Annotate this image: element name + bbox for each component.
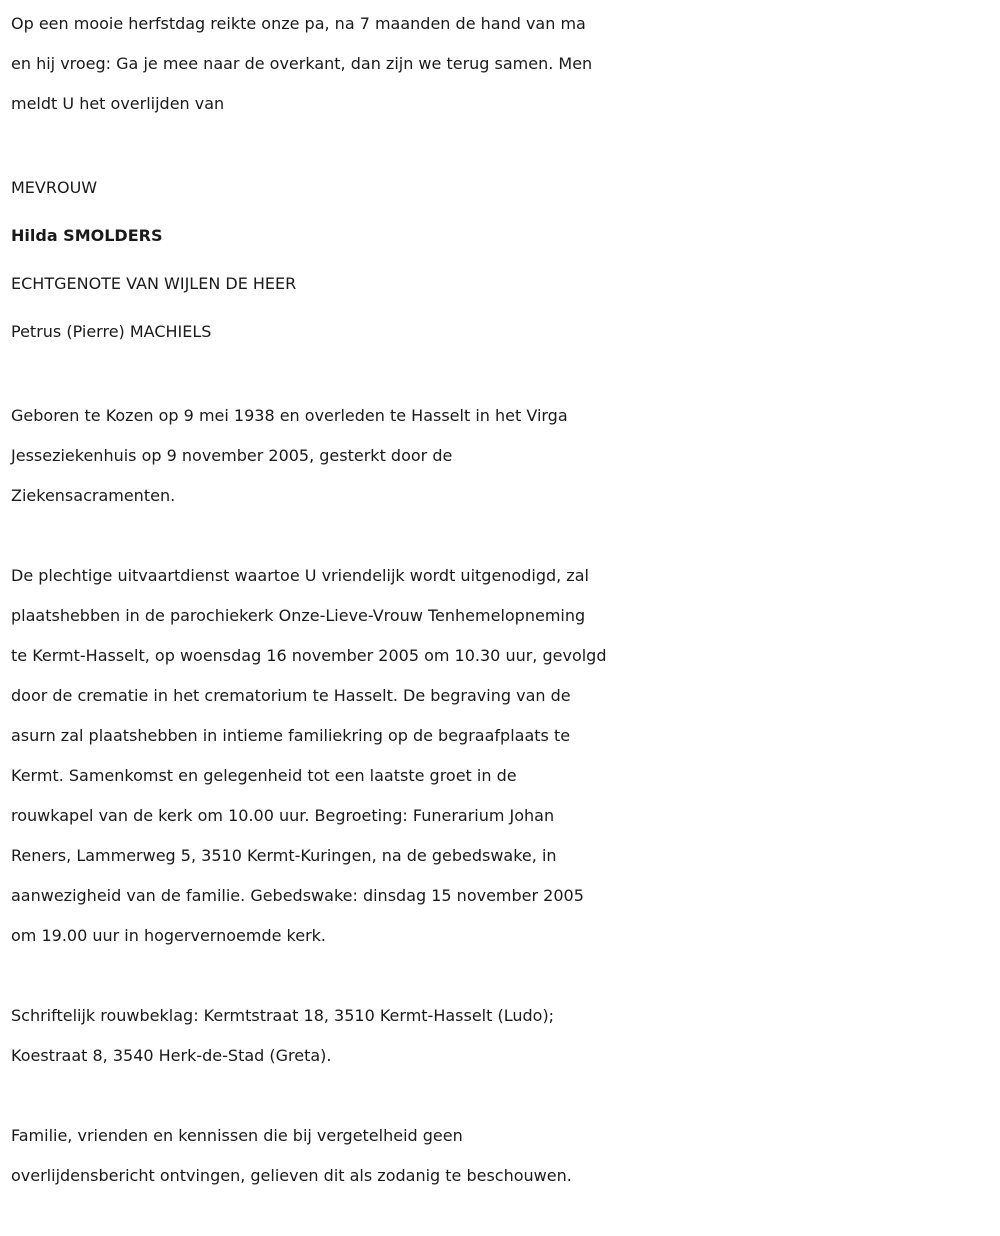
service-line: plaatshebben in de parochiekerk Onze-Lieve-Vrouw Tenhemelopneming <box>11 606 586 625</box>
intro-line: en hij vroeg: Ga je mee naar de overkant, dan zijn we terug samen. Men <box>11 54 593 73</box>
closing-paragraph <box>11 1116 995 1196</box>
condolences-line: Schriftelijk rouwbeklag: Kermtstraat 18, 3510 Kermt-Hasselt (Ludo); <box>11 1006 555 1025</box>
service-line: De plechtige uitvaartdienst waartoe U vriendelijk wordt uitgenodigd, zal <box>11 566 589 585</box>
closing-line: overlijdensbericht ontvingen, gelieven dit als zodanig te beschouwen. <box>11 1166 572 1185</box>
service-paragraph <box>11 556 995 956</box>
deceased-relation: ECHTGENOTE VAN WIJLEN DE HEER <box>11 274 297 293</box>
birth-death-line: Geboren te Kozen op 9 mei 1938 en overleden te Hasselt in het Virga <box>11 406 568 425</box>
intro-line: meldt U het overlijden van <box>11 94 225 113</box>
obituary-document <box>11 4 995 1236</box>
closing-line: Familie, vrienden en kennissen die bij vergetelheid geen <box>11 1126 463 1145</box>
deceased-name: Hilda SMOLDERS <box>11 226 163 245</box>
intro-paragraph <box>11 4 995 124</box>
condolences-line: Koestraat 8, 3540 Herk-de-Stad (Greta). <box>11 1046 332 1065</box>
service-line: Kermt. Samenkomst en gelegenheid tot een laatste groet in de <box>11 766 517 785</box>
intro-line: Op een mooie herfstdag reikte onze pa, na 7 maanden de hand van ma <box>11 14 586 33</box>
condolences-paragraph <box>11 996 995 1076</box>
service-line: om 19.00 uur in hogervernoemde kerk. <box>11 926 326 945</box>
deceased-title: MEVROUW <box>11 178 98 197</box>
birth-death-line: Ziekensacramenten. <box>11 486 176 505</box>
birth-death-paragraph <box>11 396 995 516</box>
spouse-name: Petrus (Pierre) MACHIELS <box>11 322 212 341</box>
service-line: Reners, Lammerweg 5, 3510 Kermt-Kuringen, na de gebedswake, in <box>11 846 557 865</box>
service-line: asurn zal plaatshebben in intieme familiekring op de begraafplaats te <box>11 726 571 745</box>
deceased-block <box>11 164 995 356</box>
service-line: aanwezigheid van de familie. Gebedswake: dinsdag 15 november 2005 <box>11 886 584 905</box>
service-line: rouwkapel van de kerk om 10.00 uur. Begroeting: Funerarium Johan <box>11 806 555 825</box>
birth-death-line: Jesseziekenhuis op 9 november 2005, gesterkt door de <box>11 446 453 465</box>
service-line: door de crematie in het crematorium te Hasselt. De begraving van de <box>11 686 571 705</box>
service-line: te Kermt-Hasselt, op woensdag 16 november 2005 om 10.30 uur, gevolgd <box>11 646 607 665</box>
